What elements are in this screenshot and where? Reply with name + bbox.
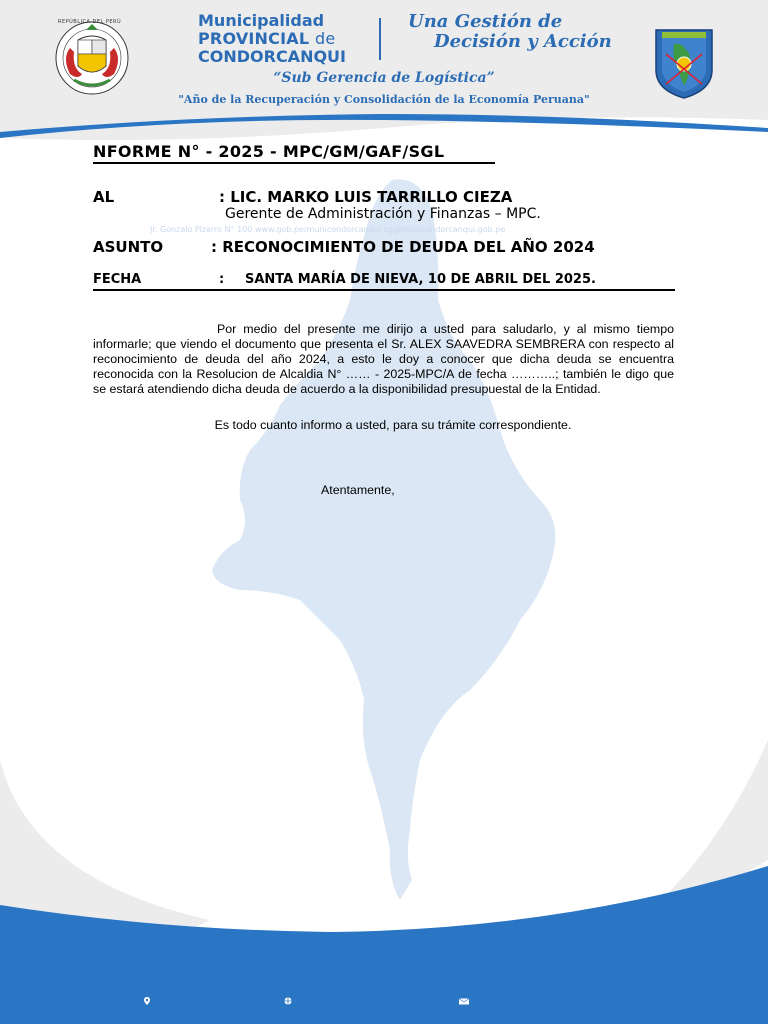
document-number: NFORME N° - 2025 - MPC/GM/GAF/SGL xyxy=(93,142,445,161)
addressee-label: AL xyxy=(93,188,115,206)
subject-label: ASUNTO xyxy=(93,238,164,256)
org-line-2-suffix: de xyxy=(315,29,336,48)
location-icon xyxy=(142,996,152,1006)
address-watermark: Jr. Gonzalo Pizarro N° 100 www.gob.pe/municondorcanqui sg@municondorcanqui.gob.pe xyxy=(150,225,506,234)
date-label: FECHA xyxy=(93,272,142,287)
date-value: SANTA MARÍA DE NIEVA, 10 DE ABRIL DEL 2025. xyxy=(245,272,596,287)
document-number-underline xyxy=(93,162,495,164)
addressee-position: Gerente de Administración y Finanzas – MPC. xyxy=(225,206,541,222)
addressee-row xyxy=(93,188,512,206)
slogan-line-1: Una Gestión de xyxy=(408,11,563,32)
peru-coat-of-arms-icon xyxy=(52,18,132,102)
closing-sentence: Es todo cuanto informo a usted, para su trámite correspondiente. xyxy=(214,418,572,432)
date-row xyxy=(93,272,596,287)
org-line-2 xyxy=(198,30,346,48)
addressee-name: : LIC. MARKO LUIS TARRILLO CIEZA xyxy=(219,188,513,206)
header-divider xyxy=(379,18,381,60)
municipality-name xyxy=(198,12,346,66)
mail-icon xyxy=(458,996,470,1006)
subject-row xyxy=(93,238,595,256)
body-paragraph-text: Por medio del presente me dirijo a usted para saludarlo, y al mismo tiempo informarle; que viendo el documento que presenta el Sr. ALEX SAAVEDRA SEMBRERA con respecto al reconocimiento de deuda del año 2024, a esto le doy a conocer que dicha deuda se encuentra reconocida con la Resolucion de Alcaldia N° …… - 2025-MPC/A de fecha ………..; también le digo que se estará atendiendo dicha deuda de acuerdo a la disponibilidad presupuestal de la Entidad. xyxy=(93,322,674,396)
subject-value: : RECONOCIMIENTO DE DEUDA DEL AÑO 2024 xyxy=(211,238,595,256)
org-line-2-main: PROVINCIAL xyxy=(198,29,310,48)
slogan-line-2: Decisión y Acción xyxy=(434,31,612,52)
date-underline xyxy=(93,289,675,291)
office-name: “Sub Gerencia de Logística” xyxy=(273,70,495,86)
date-separator: : xyxy=(219,272,225,287)
web-icon xyxy=(283,996,293,1006)
org-line-3: CONDORCANQUI xyxy=(198,47,346,66)
left-crest-caption: REPÚBLICA DEL PERÚ xyxy=(58,19,122,25)
map-watermark xyxy=(212,179,555,900)
signoff: Atentamente, xyxy=(321,483,395,497)
body-paragraph xyxy=(93,322,674,397)
slogan xyxy=(408,12,612,52)
condorcanqui-shield-icon xyxy=(652,24,716,100)
org-line-1: Municipalidad xyxy=(198,11,325,30)
year-motto: "Año de la Recuperación y Consolidación de la Economía Peruana" xyxy=(178,93,590,106)
